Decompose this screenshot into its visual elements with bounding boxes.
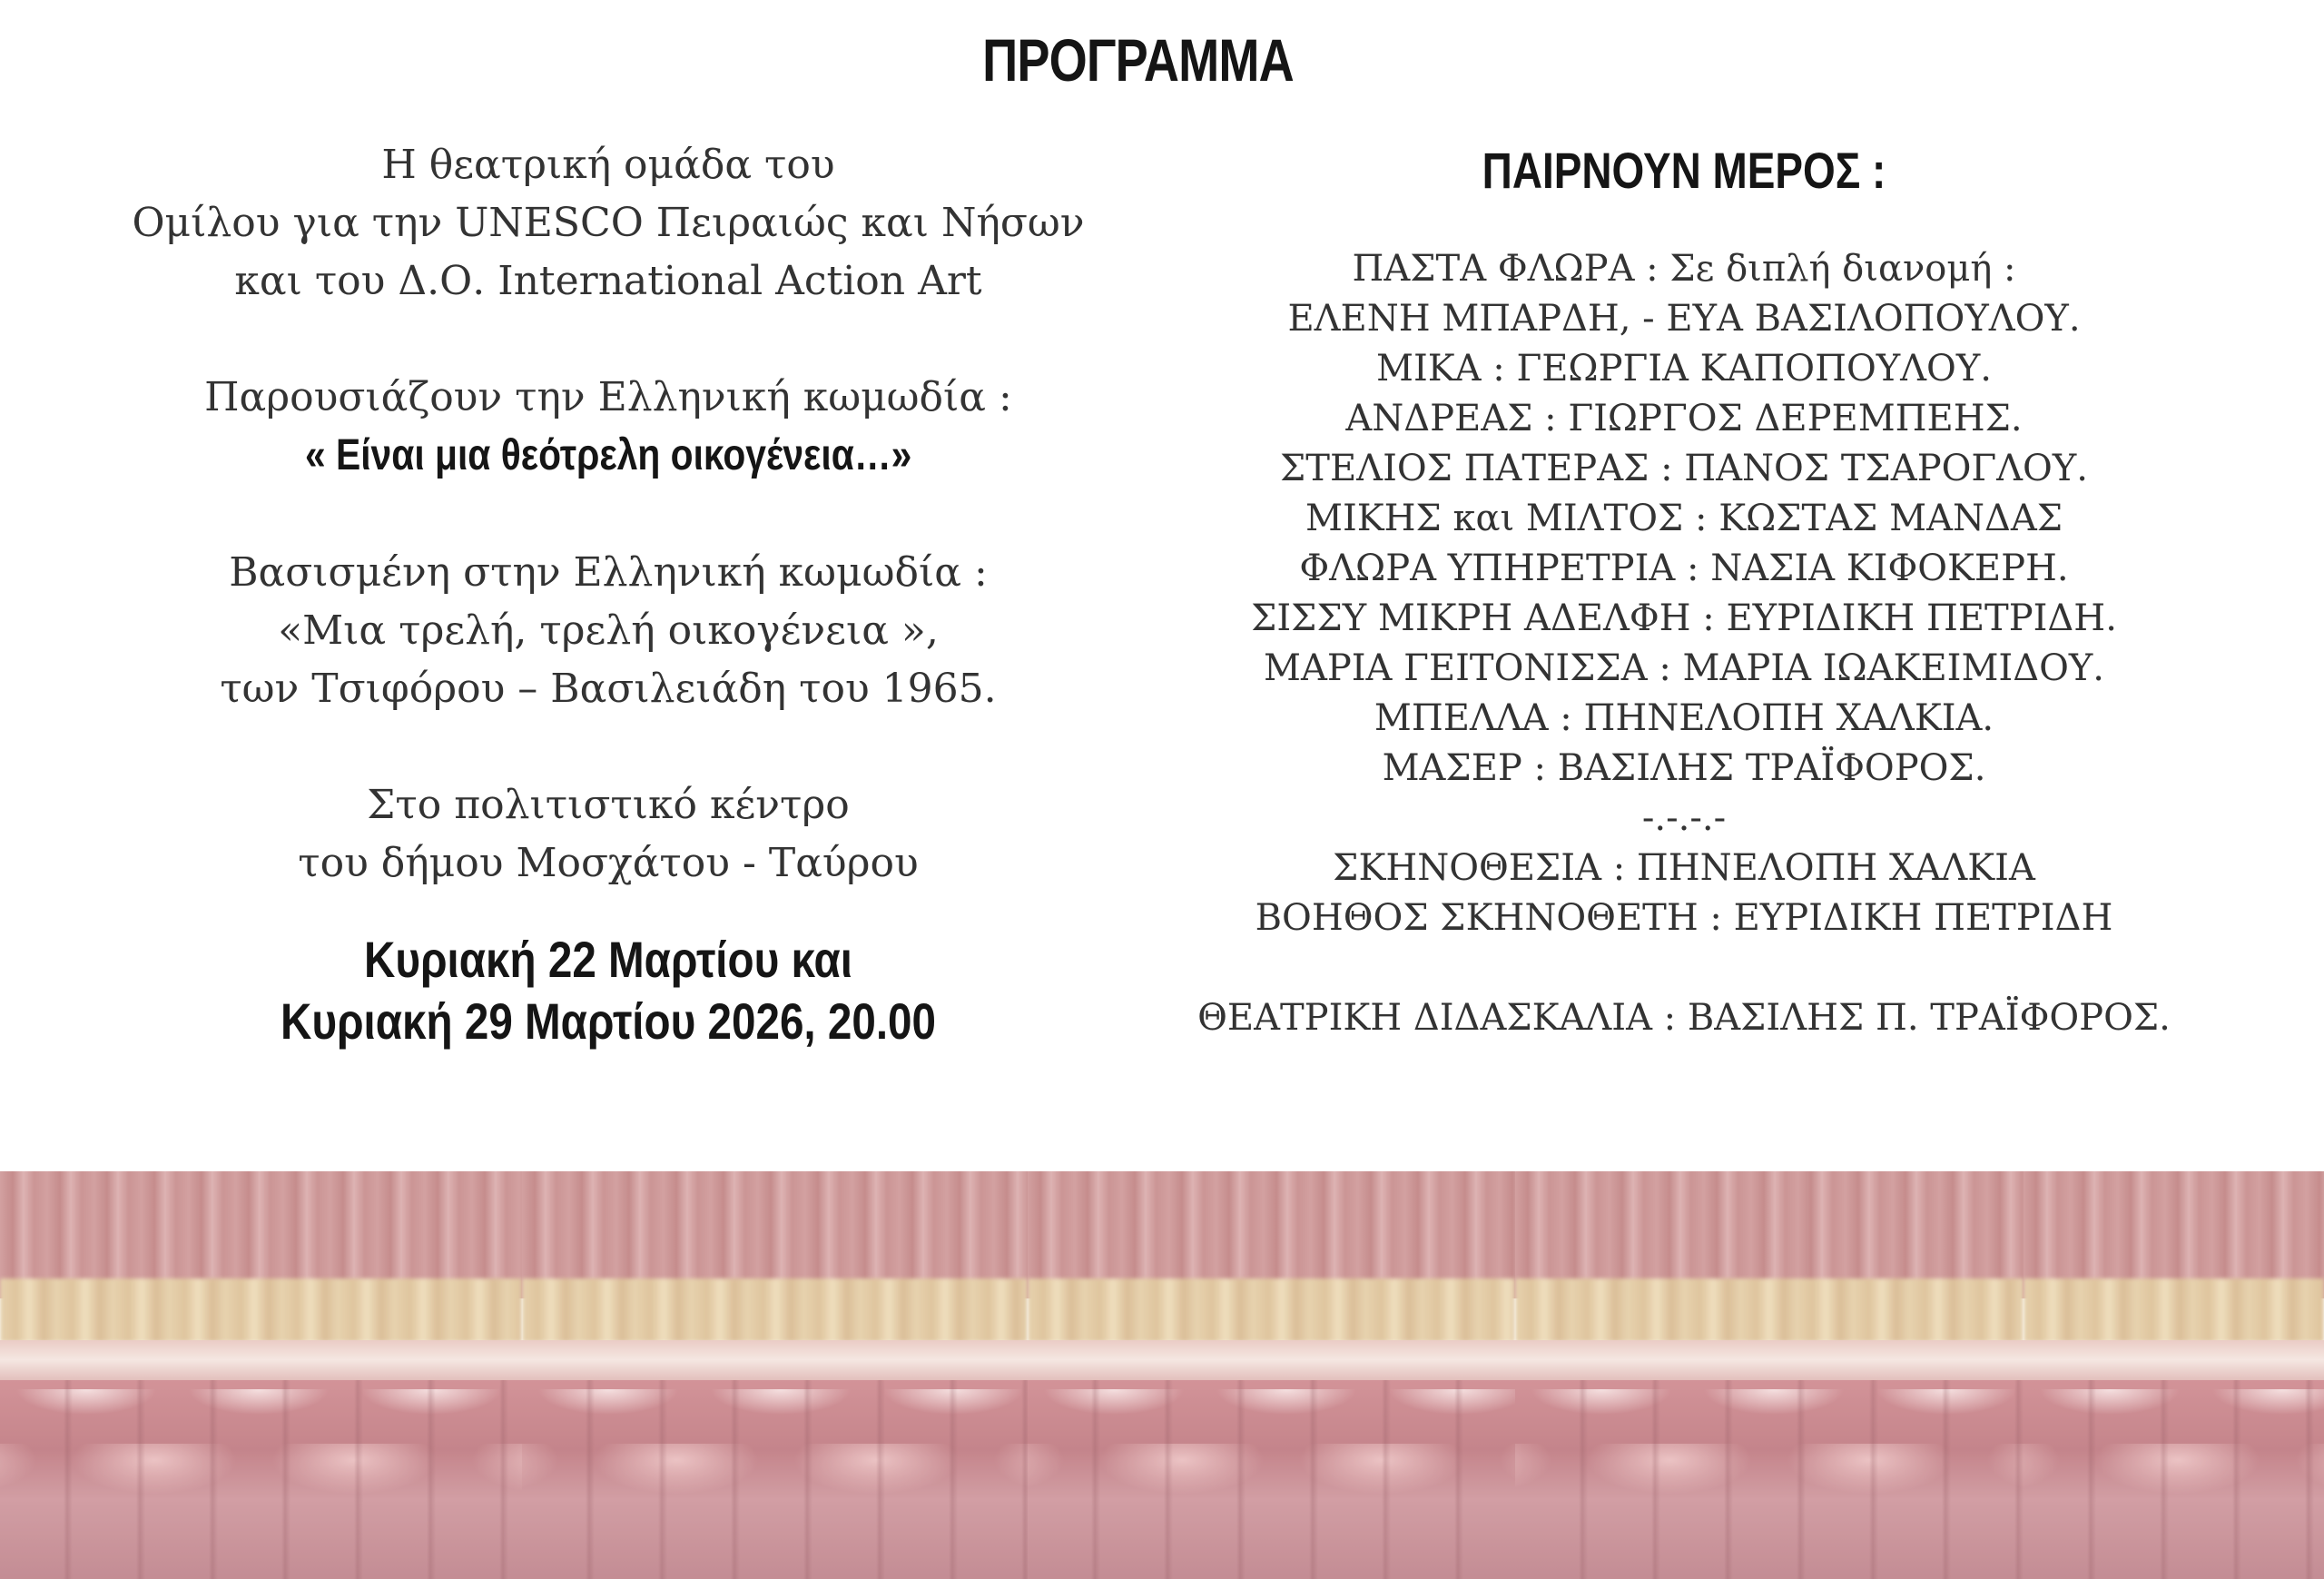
page-title: ΠΡΟΓΡΑΜΜΑ: [982, 26, 1294, 94]
venue-line: του δήμου Μοσχάτου - Ταύρου: [298, 840, 919, 886]
cast-heading: ΠΑΙΡΝΟΥΝ ΜΕΡΟΣ :: [1482, 142, 1886, 199]
based-on-line: Βασισμένη στην Ελληνική κωμωδία :: [229, 549, 988, 596]
theatre-seats-image: [0, 1171, 2324, 1579]
separator: -.-.-.-: [1641, 797, 1727, 839]
cast-line: ΣΙΣΣΥ ΜΙΚΡΗ ΑΔΕΛΦΗ : ΕΥΡΙΔΙΚΗ ΠΕΤΡΙΔΗ.: [1251, 597, 2117, 639]
seats-panel: [1028, 1171, 1515, 1579]
based-on-line: των Τσιφόρου – Βασιλειάδη του 1965.: [220, 666, 997, 712]
intro-line: Ομίλου για την UNESCO Πειραιώς και Νήσων: [132, 200, 1085, 246]
seats-panel: [522, 1171, 1028, 1579]
seats-panel: [0, 1171, 522, 1579]
cast-section: [1126, 142, 2242, 1043]
seats-panel: [1515, 1171, 2024, 1579]
seats-panel: [2024, 1171, 2324, 1579]
cast-line: ΠΑΣΤΑ ΦΛΩΡΑ : Σε διπλή διανομή :: [1352, 248, 2016, 290]
intro-line: και του Δ.Ο. International Action Art: [234, 258, 982, 304]
cast-line: ΜΑΡΙΑ ΓΕΙΤΟΝΙΣΣΑ : ΜΑΡΙΑ ΙΩΑΚΕΙΜΙΔΟΥ.: [1264, 647, 2104, 689]
director-line: ΣΚΗΝΟΘΕΣΙΑ : ΠΗΝΕΛΟΠΗ ΧΑΛΚΙΑ: [1333, 847, 2035, 889]
performance-date: Κυριακή 29 Μαρτίου 2026, 20.00: [281, 992, 936, 1050]
venue-line: Στο πολιτιστικό κέντρο: [367, 782, 850, 828]
intro-line: Η θεατρική ομάδα του: [381, 142, 835, 188]
programme-info: [109, 136, 1108, 1052]
teaching-line: ΘΕΑΤΡΙΚΗ ΔΙΔΑΣΚΑΛΙΑ : ΒΑΣΙΛΗΣ Π. ΤΡΑΪΦΟΡΟΣ.: [1197, 997, 2171, 1039]
assistant-director-line: ΒΟΗΘΟΣ ΣΚΗΝΟΘΕΤΗ : ΕΥΡΙΔΙΚΗ ΠΕΤΡΙΔΗ: [1255, 897, 2113, 939]
presents-line: Παρουσιάζουν την Ελληνική κωμωδία :: [204, 374, 1012, 420]
cast-line: ΕΛΕΝΗ ΜΠΑΡΔΗ, - ΕΥΑ ΒΑΣΙΛΟΠΟΥΛΟΥ.: [1287, 298, 2081, 340]
cast-line: ΦΛΩΡΑ ΥΠΗΡΕΤΡΙΑ : ΝΑΣΙΑ ΚΙΦΟΚΕΡΗ.: [1299, 548, 2069, 589]
play-title: « Είναι μια θεότρελη οικογένεια…»: [304, 431, 912, 479]
cast-line: ΜΠΕΛΛΑ : ΠΗΝΕΛΟΠΗ ΧΑΛΚΙΑ.: [1374, 697, 1994, 739]
cast-line: ΜΙΚΗΣ και ΜΙΛΤΟΣ : ΚΩΣΤΑΣ ΜΑΝΔΑΣ: [1305, 498, 2063, 539]
cast-line: ΜΑΣΕΡ : ΒΑΣΙΛΗΣ ΤΡΑΪΦΟΡΟΣ.: [1382, 747, 1986, 789]
cast-line: ΣΤΕΛΙΟΣ ΠΑΤΕΡΑΣ : ΠΑΝΟΣ ΤΣΑΡΟΓΛΟΥ.: [1280, 448, 2088, 489]
cast-line: ΜΙΚΑ : ΓΕΩΡΓΙΑ ΚΑΠΟΠΟΥΛΟΥ.: [1376, 348, 1992, 390]
based-on-line: «Μια τρελή, τρελή οικογένεια »,: [278, 607, 939, 654]
performance-date: Κυριακή 22 Μαρτίου και: [364, 931, 852, 988]
cast-line: ΑΝΔΡΕΑΣ : ΓΙΩΡΓΟΣ ΔΕΡΕΜΠΕΗΣ.: [1345, 398, 2023, 439]
